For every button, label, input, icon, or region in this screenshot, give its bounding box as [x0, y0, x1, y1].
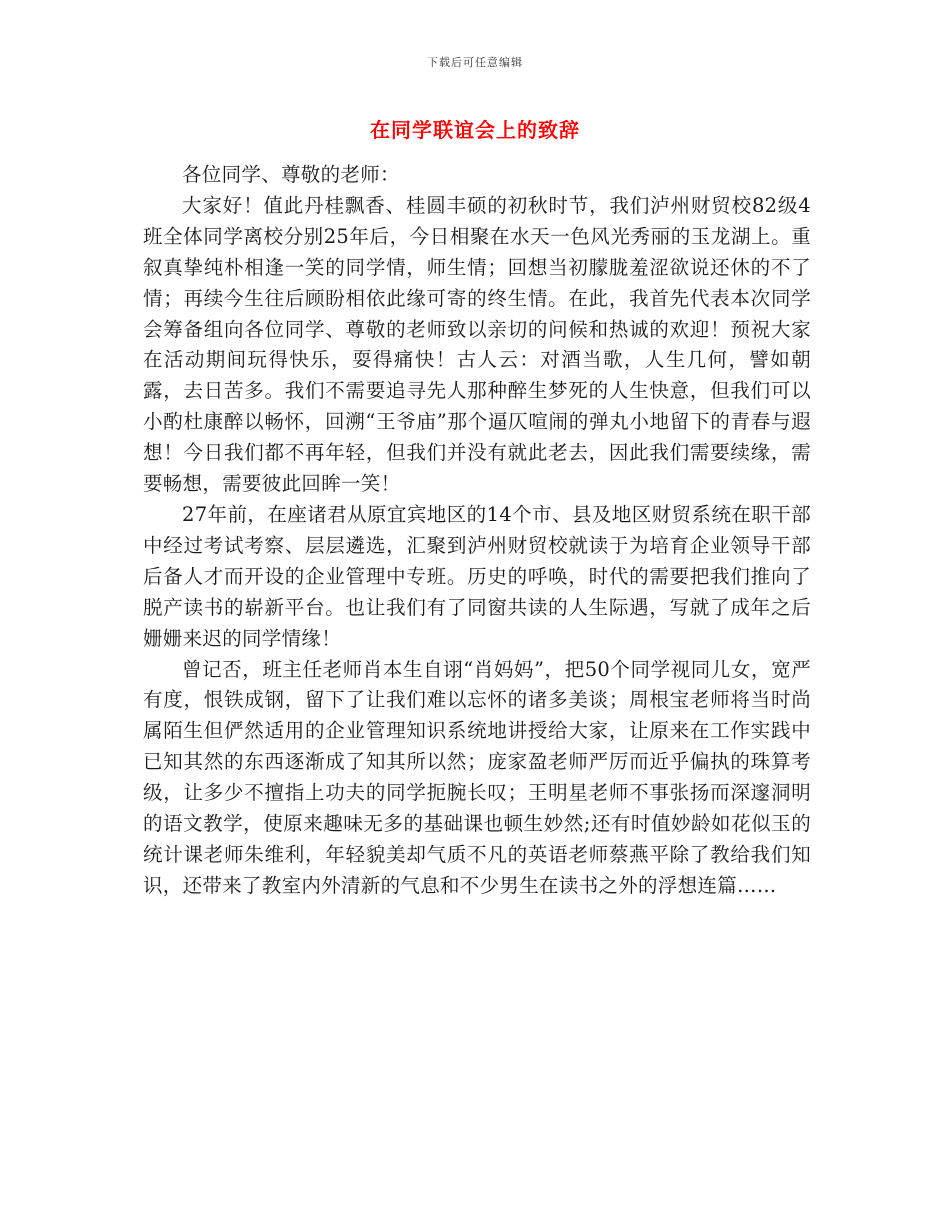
body-paragraph: 大家好！值此丹桂飘香、桂圆丰硕的初秋时节，我们泸州财贸校82级4班全体同学离校分别25年后，今日相聚在水天一色风光秀丽的玉龙湖上。重叙真挚纯朴相逢一笑的同学情，师生情；回想当初朦胧羞涩欲说还休的不了情；再续今生往后顾盼相依此缘可寄的终生情。在此，我首先代表本次同学会筹备组向各位同学、尊敬的老师致以亲切的问候和热诚的欢迎！预祝大家在活动期间玩得快乐，耍得痛快！古人云：对酒当歌，人生几何，譬如朝露，去日苦多。我们不需要追寻先人那种醉生梦死的人生快意，但我们可以小酌杜康醉以畅怀，回溯“王爷庙”那个逼仄喧闹的弹丸小地留下的青春与遐想！今日我们都不再年轻，但我们并没有就此老去，因此我们需要续缘，需要畅想，需要彼此回眸一笑！	[143, 193, 811, 496]
document-title: 在同学联谊会上的致辞	[370, 118, 580, 142]
document-body	[143, 160, 811, 902]
body-paragraph: 曾记否，班主任老师肖本生自诩“肖妈妈”，把50个同学视同儿女，宽严有度，恨铁成钢，留下了让我们难以忘怀的诸多美谈；周根宝老师将当时尚属陌生但俨然适用的企业管理知识系统地讲授给大家，让原来在工作实践中已知其然的东西逐渐成了知其所以然；庞家盈老师严厉而近乎偏执的珠算考级，让多少不擅指上功夫的同学扼腕长叹；王明星老师不事张扬而深邃洞明的语文教学，使原来趣味无多的基础课也顿生妙然;还有时值妙龄如花似玉的统计课老师朱维利，年轻貌美却气质不凡的英语老师蔡燕平除了教给我们知识，还带来了教室内外清新的气息和不少男生在读书之外的浮想连篇……	[143, 657, 811, 897]
salutation-paragraph: 各位同学、尊敬的老师：	[182, 163, 400, 186]
header-note: 下载后可任意编辑	[427, 56, 523, 69]
body-paragraph: 27年前，在座诸君从原宜宾地区的14个市、县及地区财贸系统在职干部中经过考试考察、层层遴选，汇聚到泸州财贸校就读于为培育企业领导干部后备人才而开设的企业管理中专班。历史的呼唤，时代的需要把我们推向了脱产读书的崭新平台。也让我们有了同窗共读的人生际遇，写就了成年之后姗姗来迟的同学情缘！	[143, 502, 811, 650]
